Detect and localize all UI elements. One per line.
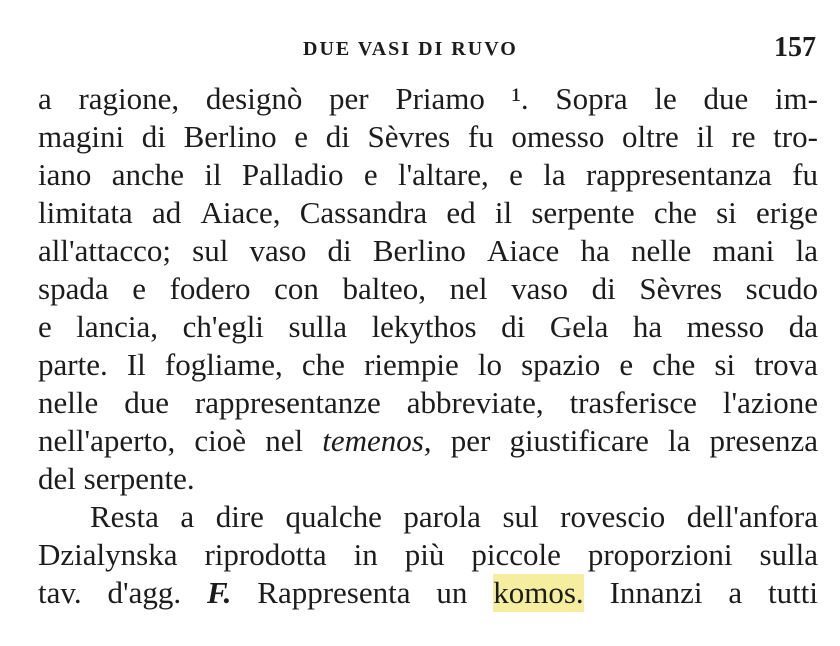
word: re (731, 119, 756, 154)
word: parola (403, 499, 481, 534)
word: nel (449, 271, 488, 306)
word: cioè (194, 423, 247, 458)
word: di (501, 309, 526, 344)
word: Palladio (241, 157, 344, 192)
word: erige (756, 195, 818, 230)
plate-letter: F. (206, 575, 232, 610)
word: sul (192, 233, 229, 268)
word: che (653, 195, 697, 230)
word: mani (712, 233, 775, 268)
word: nelle (630, 233, 692, 268)
word: sulla (288, 309, 348, 344)
word: e (132, 271, 146, 306)
word: sulla (759, 537, 818, 572)
word: la (795, 233, 818, 268)
word: di (325, 119, 350, 154)
word: presenza (709, 423, 818, 458)
word: qualche (285, 499, 382, 534)
word: fu (792, 157, 818, 192)
word: fu (467, 119, 494, 154)
page-number: 157 (774, 32, 816, 63)
word: ad (151, 195, 182, 230)
word: proporzioni (587, 537, 733, 572)
word: limitata (38, 195, 133, 230)
word: Priamo (395, 81, 485, 116)
word: dire (215, 499, 264, 534)
word: a (38, 81, 52, 116)
text-line (38, 156, 818, 194)
word: spada (38, 271, 109, 306)
word: e (294, 119, 309, 154)
text-line (38, 346, 818, 384)
word: trasferisce (569, 385, 697, 420)
word: oltre (621, 119, 679, 154)
word: due (703, 81, 749, 116)
word: rappresentanze (194, 385, 381, 420)
word: Resta (90, 499, 159, 534)
text-line (38, 80, 818, 118)
word: rappresentanza (585, 157, 772, 192)
body-text (38, 80, 818, 612)
word: Gela (549, 309, 609, 344)
word: la (668, 423, 691, 458)
word: omesso (511, 119, 605, 154)
text-line (38, 422, 818, 460)
word: fogliame, (164, 347, 283, 382)
word: a (728, 575, 743, 610)
word: ha (580, 233, 610, 268)
word: Aiace, (200, 195, 281, 230)
word: tav. (38, 575, 82, 610)
word: Berlino (372, 233, 466, 268)
word: da (788, 309, 818, 344)
word: Sopra (555, 81, 628, 116)
word: e (38, 309, 52, 344)
word: di (141, 119, 166, 154)
word: lancia, (76, 309, 159, 344)
text-line (38, 536, 818, 574)
word: tro- (773, 119, 818, 154)
word: Il (126, 347, 146, 382)
word: di (591, 271, 616, 306)
word: scudo (745, 271, 818, 306)
word: e (619, 347, 634, 382)
word: im- (774, 81, 818, 116)
word: due (124, 385, 169, 420)
word: Sèvres (367, 119, 451, 154)
word: Aiace (487, 233, 560, 268)
highlighted-word: komos. (493, 575, 584, 610)
word: si (716, 195, 737, 230)
word: che (301, 347, 345, 382)
word: le (654, 81, 677, 116)
italic-term: temenos, (322, 423, 432, 458)
text-line (38, 384, 818, 422)
word: balteo, (342, 271, 427, 306)
word: vaso (249, 233, 307, 268)
word: Cassandra (299, 195, 428, 230)
word: ed (446, 195, 476, 230)
word: parte. (38, 347, 108, 382)
word: serpente (531, 195, 635, 230)
word: il (696, 119, 714, 154)
word: che (652, 347, 696, 382)
word: lekythos (371, 309, 477, 344)
footnote-marker: ¹. (511, 81, 529, 116)
word: ha (632, 309, 663, 344)
text-line (38, 232, 818, 270)
word: all'attacco; (38, 233, 171, 268)
word: la (543, 157, 566, 192)
word: a (180, 499, 195, 534)
word: nelle (38, 385, 99, 420)
text-line (38, 118, 818, 156)
text-line (38, 460, 818, 498)
word: per (329, 81, 369, 116)
word: abbreviate, (406, 385, 544, 420)
running-title: DUE VASI DI RUVO (303, 38, 518, 60)
word: rovescio (560, 499, 666, 534)
word: dell'anfora (686, 499, 818, 534)
word: giustificare (509, 423, 649, 458)
word: messo (686, 309, 765, 344)
word: designò (205, 81, 303, 116)
word: si (714, 347, 736, 382)
word: riempie (364, 347, 459, 382)
text-line (38, 194, 818, 232)
word: riprodotta (204, 537, 327, 572)
text-line (38, 498, 818, 536)
word: del (38, 461, 76, 496)
word: per (450, 423, 491, 458)
word: nell'aperto, (38, 423, 176, 458)
word: l'azione (722, 385, 818, 420)
word: sul (502, 499, 539, 534)
word: l'altare, (397, 157, 489, 192)
word: serpente. (83, 461, 195, 496)
text-line (38, 270, 818, 308)
word: con (274, 271, 319, 306)
word: e (509, 157, 523, 192)
word: spazio (521, 347, 601, 382)
word: nel (265, 423, 304, 458)
word: tutti (768, 575, 818, 610)
word: ch'egli (182, 309, 264, 344)
text-line (38, 574, 818, 612)
word: il (204, 157, 222, 192)
word: il (494, 195, 513, 230)
word: Dzialynska (38, 537, 178, 572)
word: anche (111, 157, 184, 192)
word: fodero (169, 271, 251, 306)
word: e (363, 157, 378, 192)
word: ragione, (78, 81, 180, 116)
word: Innanzi (609, 575, 703, 610)
word: magini (38, 119, 125, 154)
word: Berlino (183, 119, 277, 154)
word: Sèvres (639, 271, 723, 306)
word: vaso (511, 271, 568, 306)
word: lo (477, 347, 502, 382)
word: piccole (471, 537, 561, 572)
word: d'agg. (107, 575, 182, 610)
word: più (404, 537, 445, 572)
text-line (38, 308, 818, 346)
word: in (353, 537, 378, 572)
word: un (436, 575, 468, 610)
word: iano (38, 157, 92, 192)
word: trova (754, 347, 818, 382)
word: di (327, 233, 352, 268)
word: Rappresenta (257, 575, 411, 610)
